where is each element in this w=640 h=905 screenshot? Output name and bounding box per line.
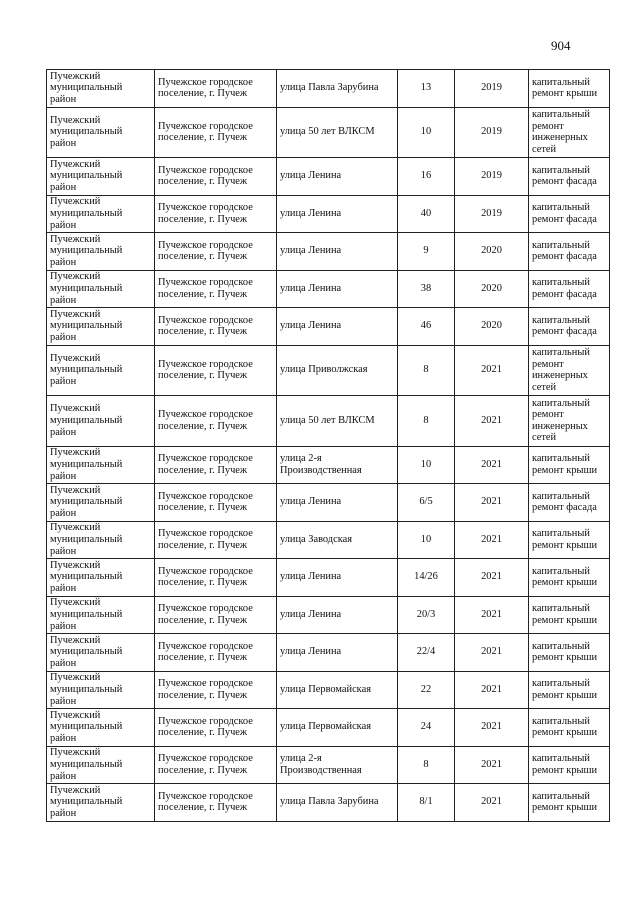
house-number-cell: 38: [398, 270, 455, 308]
work-type-cell: капитальный ремонт инженерных сетей: [529, 396, 610, 447]
district-cell: Пучежский муниципальный район: [47, 396, 155, 447]
settlement-cell: Пучежское городское поселение, г. Пучеж: [155, 746, 277, 784]
district-cell: Пучежский муниципальный район: [47, 484, 155, 522]
work-type-cell: капитальный ремонт крыши: [529, 596, 610, 634]
street-cell: улица Ленина: [277, 158, 398, 196]
work-type-cell: капитальный ремонт фасада: [529, 270, 610, 308]
repair-schedule-table: [46, 69, 610, 822]
table-row: [47, 233, 610, 271]
house-number-cell: 22/4: [398, 634, 455, 672]
house-number-cell: 10: [398, 446, 455, 484]
district-cell: Пучежский муниципальный район: [47, 746, 155, 784]
street-cell: улица Ленина: [277, 634, 398, 672]
year-cell: 2021: [455, 521, 529, 559]
house-number-cell: 10: [398, 107, 455, 158]
settlement-cell: Пучежское городское поселение, г. Пучеж: [155, 158, 277, 196]
district-cell: Пучежский муниципальный район: [47, 308, 155, 346]
year-cell: 2020: [455, 308, 529, 346]
house-number-cell: 13: [398, 70, 455, 108]
district-cell: Пучежский муниципальный район: [47, 446, 155, 484]
settlement-cell: Пучежское городское поселение, г. Пучеж: [155, 308, 277, 346]
street-cell: улица Павла Зарубина: [277, 784, 398, 822]
year-cell: 2020: [455, 233, 529, 271]
work-type-cell: капитальный ремонт крыши: [529, 559, 610, 597]
street-cell: улица 50 лет ВЛКСМ: [277, 107, 398, 158]
work-type-cell: капитальный ремонт фасада: [529, 158, 610, 196]
street-cell: улица Первомайская: [277, 671, 398, 709]
work-type-cell: капитальный ремонт инженерных сетей: [529, 107, 610, 158]
district-cell: Пучежский муниципальный район: [47, 70, 155, 108]
work-type-cell: капитальный ремонт крыши: [529, 671, 610, 709]
table-row: [47, 784, 610, 822]
settlement-cell: Пучежское городское поселение, г. Пучеж: [155, 484, 277, 522]
settlement-cell: Пучежское городское поселение, г. Пучеж: [155, 709, 277, 747]
year-cell: 2021: [455, 345, 529, 396]
table-row: [47, 345, 610, 396]
year-cell: 2020: [455, 270, 529, 308]
house-number-cell: 40: [398, 195, 455, 233]
table-body: [47, 70, 610, 822]
work-type-cell: капитальный ремонт фасада: [529, 195, 610, 233]
table-row: [47, 634, 610, 672]
year-cell: 2019: [455, 70, 529, 108]
table-row: [47, 671, 610, 709]
table-row: [47, 709, 610, 747]
year-cell: 2021: [455, 784, 529, 822]
district-cell: Пучежский муниципальный район: [47, 270, 155, 308]
street-cell: улица Ленина: [277, 559, 398, 597]
table-row: [47, 521, 610, 559]
work-type-cell: капитальный ремонт фасада: [529, 233, 610, 271]
street-cell: улица 2-я Производственная: [277, 746, 398, 784]
district-cell: Пучежский муниципальный район: [47, 345, 155, 396]
street-cell: улица Ленина: [277, 270, 398, 308]
work-type-cell: капитальный ремонт крыши: [529, 746, 610, 784]
district-cell: Пучежский муниципальный район: [47, 709, 155, 747]
settlement-cell: Пучежское городское поселение, г. Пучеж: [155, 70, 277, 108]
street-cell: улица Ленина: [277, 233, 398, 271]
district-cell: Пучежский муниципальный район: [47, 158, 155, 196]
district-cell: Пучежский муниципальный район: [47, 233, 155, 271]
year-cell: 2021: [455, 634, 529, 672]
work-type-cell: капитальный ремонт крыши: [529, 70, 610, 108]
table-row: [47, 484, 610, 522]
year-cell: 2021: [455, 709, 529, 747]
house-number-cell: 10: [398, 521, 455, 559]
work-type-cell: капитальный ремонт крыши: [529, 784, 610, 822]
year-cell: 2019: [455, 158, 529, 196]
house-number-cell: 8/1: [398, 784, 455, 822]
year-cell: 2021: [455, 446, 529, 484]
work-type-cell: капитальный ремонт фасада: [529, 308, 610, 346]
house-number-cell: 8: [398, 746, 455, 784]
street-cell: улица 50 лет ВЛКСМ: [277, 396, 398, 447]
street-cell: улица Ленина: [277, 596, 398, 634]
street-cell: улица Ленина: [277, 195, 398, 233]
district-cell: Пучежский муниципальный район: [47, 634, 155, 672]
settlement-cell: Пучежское городское поселение, г. Пучеж: [155, 596, 277, 634]
house-number-cell: 16: [398, 158, 455, 196]
settlement-cell: Пучежское городское поселение, г. Пучеж: [155, 559, 277, 597]
settlement-cell: Пучежское городское поселение, г. Пучеж: [155, 396, 277, 447]
work-type-cell: капитальный ремонт крыши: [529, 446, 610, 484]
year-cell: 2021: [455, 484, 529, 522]
street-cell: улица Приволжская: [277, 345, 398, 396]
district-cell: Пучежский муниципальный район: [47, 784, 155, 822]
street-cell: улица Заводская: [277, 521, 398, 559]
work-type-cell: капитальный ремонт инженерных сетей: [529, 345, 610, 396]
year-cell: 2021: [455, 671, 529, 709]
table-row: [47, 195, 610, 233]
table-row: [47, 70, 610, 108]
settlement-cell: Пучежское городское поселение, г. Пучеж: [155, 784, 277, 822]
house-number-cell: 22: [398, 671, 455, 709]
year-cell: 2021: [455, 596, 529, 634]
table-row: [47, 396, 610, 447]
district-cell: Пучежский муниципальный район: [47, 107, 155, 158]
work-type-cell: капитальный ремонт фасада: [529, 484, 610, 522]
house-number-cell: 14/26: [398, 559, 455, 597]
house-number-cell: 9: [398, 233, 455, 271]
house-number-cell: 24: [398, 709, 455, 747]
street-cell: улица Первомайская: [277, 709, 398, 747]
settlement-cell: Пучежское городское поселение, г. Пучеж: [155, 233, 277, 271]
table-row: [47, 746, 610, 784]
settlement-cell: Пучежское городское поселение, г. Пучеж: [155, 671, 277, 709]
house-number-cell: 6/5: [398, 484, 455, 522]
district-cell: Пучежский муниципальный район: [47, 559, 155, 597]
street-cell: улица Павла Зарубина: [277, 70, 398, 108]
district-cell: Пучежский муниципальный район: [47, 596, 155, 634]
settlement-cell: Пучежское городское поселение, г. Пучеж: [155, 195, 277, 233]
house-number-cell: 46: [398, 308, 455, 346]
house-number-cell: 8: [398, 396, 455, 447]
table-row: [47, 308, 610, 346]
settlement-cell: Пучежское городское поселение, г. Пучеж: [155, 446, 277, 484]
year-cell: 2019: [455, 107, 529, 158]
work-type-cell: капитальный ремонт крыши: [529, 521, 610, 559]
district-cell: Пучежский муниципальный район: [47, 521, 155, 559]
table-row: [47, 559, 610, 597]
house-number-cell: 20/3: [398, 596, 455, 634]
work-type-cell: капитальный ремонт крыши: [529, 634, 610, 672]
settlement-cell: Пучежское городское поселение, г. Пучеж: [155, 270, 277, 308]
table-row: [47, 446, 610, 484]
page-number: 904: [551, 38, 571, 53]
table-row: [47, 158, 610, 196]
street-cell: улица 2-я Производственная: [277, 446, 398, 484]
work-type-cell: капитальный ремонт крыши: [529, 709, 610, 747]
year-cell: 2021: [455, 746, 529, 784]
settlement-cell: Пучежское городское поселение, г. Пучеж: [155, 345, 277, 396]
settlement-cell: Пучежское городское поселение, г. Пучеж: [155, 107, 277, 158]
district-cell: Пучежский муниципальный район: [47, 671, 155, 709]
street-cell: улица Ленина: [277, 308, 398, 346]
table-row: [47, 107, 610, 158]
table-row: [47, 596, 610, 634]
house-number-cell: 8: [398, 345, 455, 396]
settlement-cell: Пучежское городское поселение, г. Пучеж: [155, 521, 277, 559]
district-cell: Пучежский муниципальный район: [47, 195, 155, 233]
year-cell: 2021: [455, 396, 529, 447]
street-cell: улица Ленина: [277, 484, 398, 522]
table-row: [47, 270, 610, 308]
settlement-cell: Пучежское городское поселение, г. Пучеж: [155, 634, 277, 672]
year-cell: 2019: [455, 195, 529, 233]
year-cell: 2021: [455, 559, 529, 597]
